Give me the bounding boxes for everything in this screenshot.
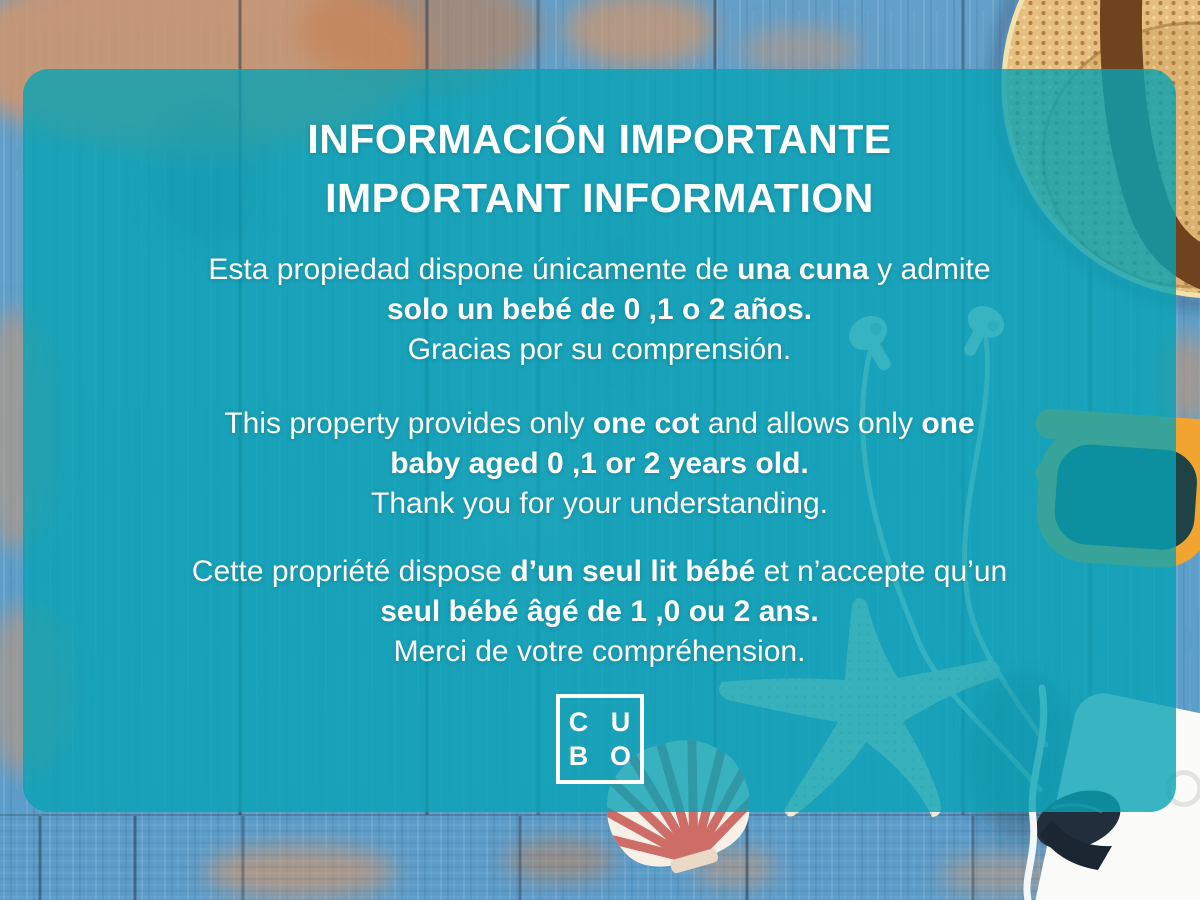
logo-row-bottom	[560, 740, 640, 771]
cubo-logo	[556, 694, 644, 784]
logo-letter: O	[609, 740, 631, 771]
info-card	[23, 69, 1176, 812]
logo-row-top	[560, 706, 640, 737]
card-title	[307, 110, 891, 228]
logo-letter: B	[568, 740, 589, 771]
title-line-es: INFORMACIÓN IMPORTANTE	[307, 116, 892, 162]
logo-letter: U	[610, 706, 631, 737]
logo-letter: C	[568, 706, 589, 737]
title-line-en: IMPORTANT INFORMATION	[325, 175, 874, 221]
notice-paragraph-english: This property provides only one cot and allows only one baby aged 0 ,1 or 2 years old. Thank you for your understanding.	[224, 407, 975, 520]
notice-paragraph-french: Cette propriété dispose d’un seul lit bébé et n’accepte qu’un seul bébé âgé de 1 ,0 ou 2 ans. Merci de votre compréhension.	[191, 555, 1008, 668]
notice-paragraph-spanish: Esta propiedad dispone únicamente de una cuna y admite solo un bebé de 0 ,1 o 2 años. Gracias por su comprensión.	[208, 253, 991, 366]
